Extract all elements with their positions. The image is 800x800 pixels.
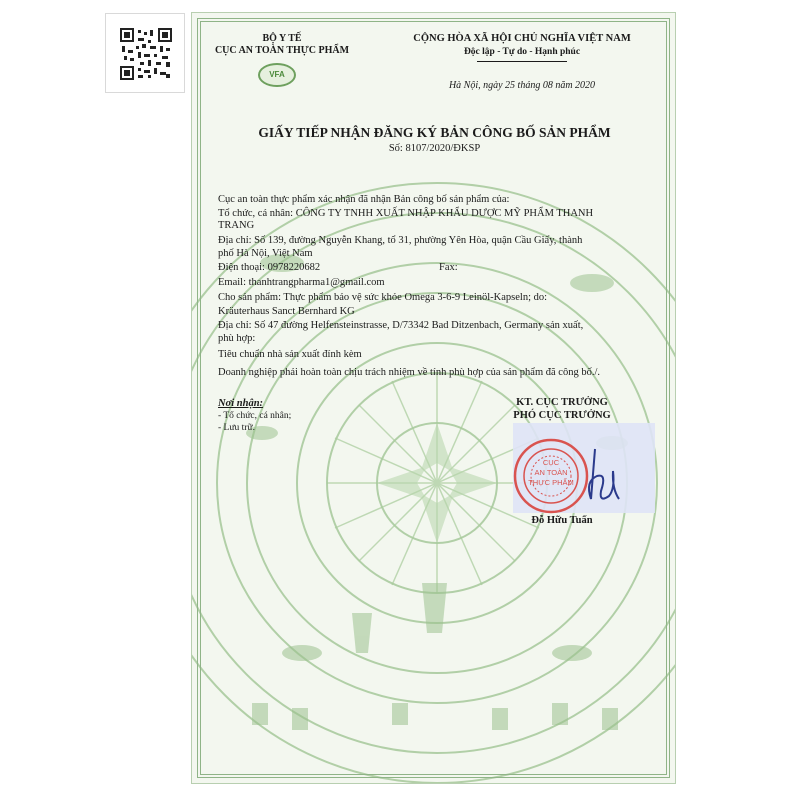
certificate-page (191, 12, 676, 784)
vfa-logo-icon: VFA (258, 63, 296, 87)
signer-name: Đỗ Hữu Tuấn (531, 515, 593, 526)
seal-text-line: CỤC (542, 458, 560, 467)
product-line-2: Kräuterhaus Sanct Bernhard KG (218, 306, 355, 317)
maker-address-line-2: phù hợp: (218, 333, 256, 344)
certificate-number: Số: 8107/2020/ĐKSP (388, 143, 481, 154)
product-line-1: Cho sản phẩm: Thực phẩm bảo vệ sức khỏe Omega 3-6-9 Leinöl-Kapseln; do: (218, 292, 548, 303)
signature-title-2: PHÓ CỤC TRƯỞNG (513, 410, 611, 421)
department-name: CỤC AN TOÀN THỰC PHẨM (214, 45, 350, 56)
maker-address-line-1: Địa chỉ: Số 47 đường Helfensteinstrasse, D/73342 Bad Ditzenbach, Germany sản xuất, (218, 320, 584, 331)
recipients-heading: Nơi nhận: (218, 398, 264, 409)
fax-line: Fax: (439, 262, 458, 273)
ministry-name: BỘ Y TẾ (262, 33, 302, 44)
address-line-1: Địa chỉ: Số 139, đường Nguyễn Khang, tổ 31, phường Yên Hòa, quận Cầu Giấy, thành (218, 235, 583, 246)
seal-text-line: AN TOÀN (534, 468, 568, 477)
intro-line: Cục an toàn thực phẩm xác nhận đã nhận Bản công bố sản phẩm của: (218, 194, 510, 205)
email-line: Email: thanhtrangpharma1@gmail.com (218, 277, 385, 288)
recipient-item: - Lưu trữ. (218, 423, 255, 433)
qr-code-icon (120, 28, 172, 80)
country-name: CỘNG HÒA XÃ HỘI CHỦ NGHĨA VIỆT NAM (413, 33, 631, 44)
standard-line: Tiêu chuẩn nhà sản xuất đính kèm (218, 349, 362, 360)
recipient-item: - Tổ chức, cá nhân; (218, 411, 292, 421)
organization-line-1: Tổ chức, cá nhân: CÔNG TY TNHH XUẤT NHẬP KHẨU DƯỢC MỸ PHẨM THANH (218, 208, 594, 219)
responsibility-line: Doanh nghiệp phải hoàn toàn chịu trách nhiệm về tính phù hợp của sản phẩm đã công bố./. (218, 367, 600, 378)
address-line-2: phố Hà Nội, Việt Nam (218, 248, 313, 259)
motto-underline (477, 61, 567, 62)
qr-code-card (105, 13, 185, 93)
seal-text-line: THỰC PHẨM (528, 478, 574, 487)
signature-title-1: KT. CỤC TRƯỞNG (516, 397, 608, 408)
issue-date: Hà Nội, ngày 25 tháng 08 năm 2020 (448, 80, 596, 91)
phone-line: Điện thoại: 0978220682 (218, 262, 321, 273)
organization-line-2: TRANG (218, 220, 255, 231)
national-motto: Độc lập - Tự do - Hạnh phúc (463, 47, 581, 57)
certificate-title: GIẤY TIẾP NHẬN ĐĂNG KÝ BẢN CÔNG BỐ SẢN PHẨM (258, 125, 611, 140)
handwritten-signature-icon (577, 441, 627, 511)
